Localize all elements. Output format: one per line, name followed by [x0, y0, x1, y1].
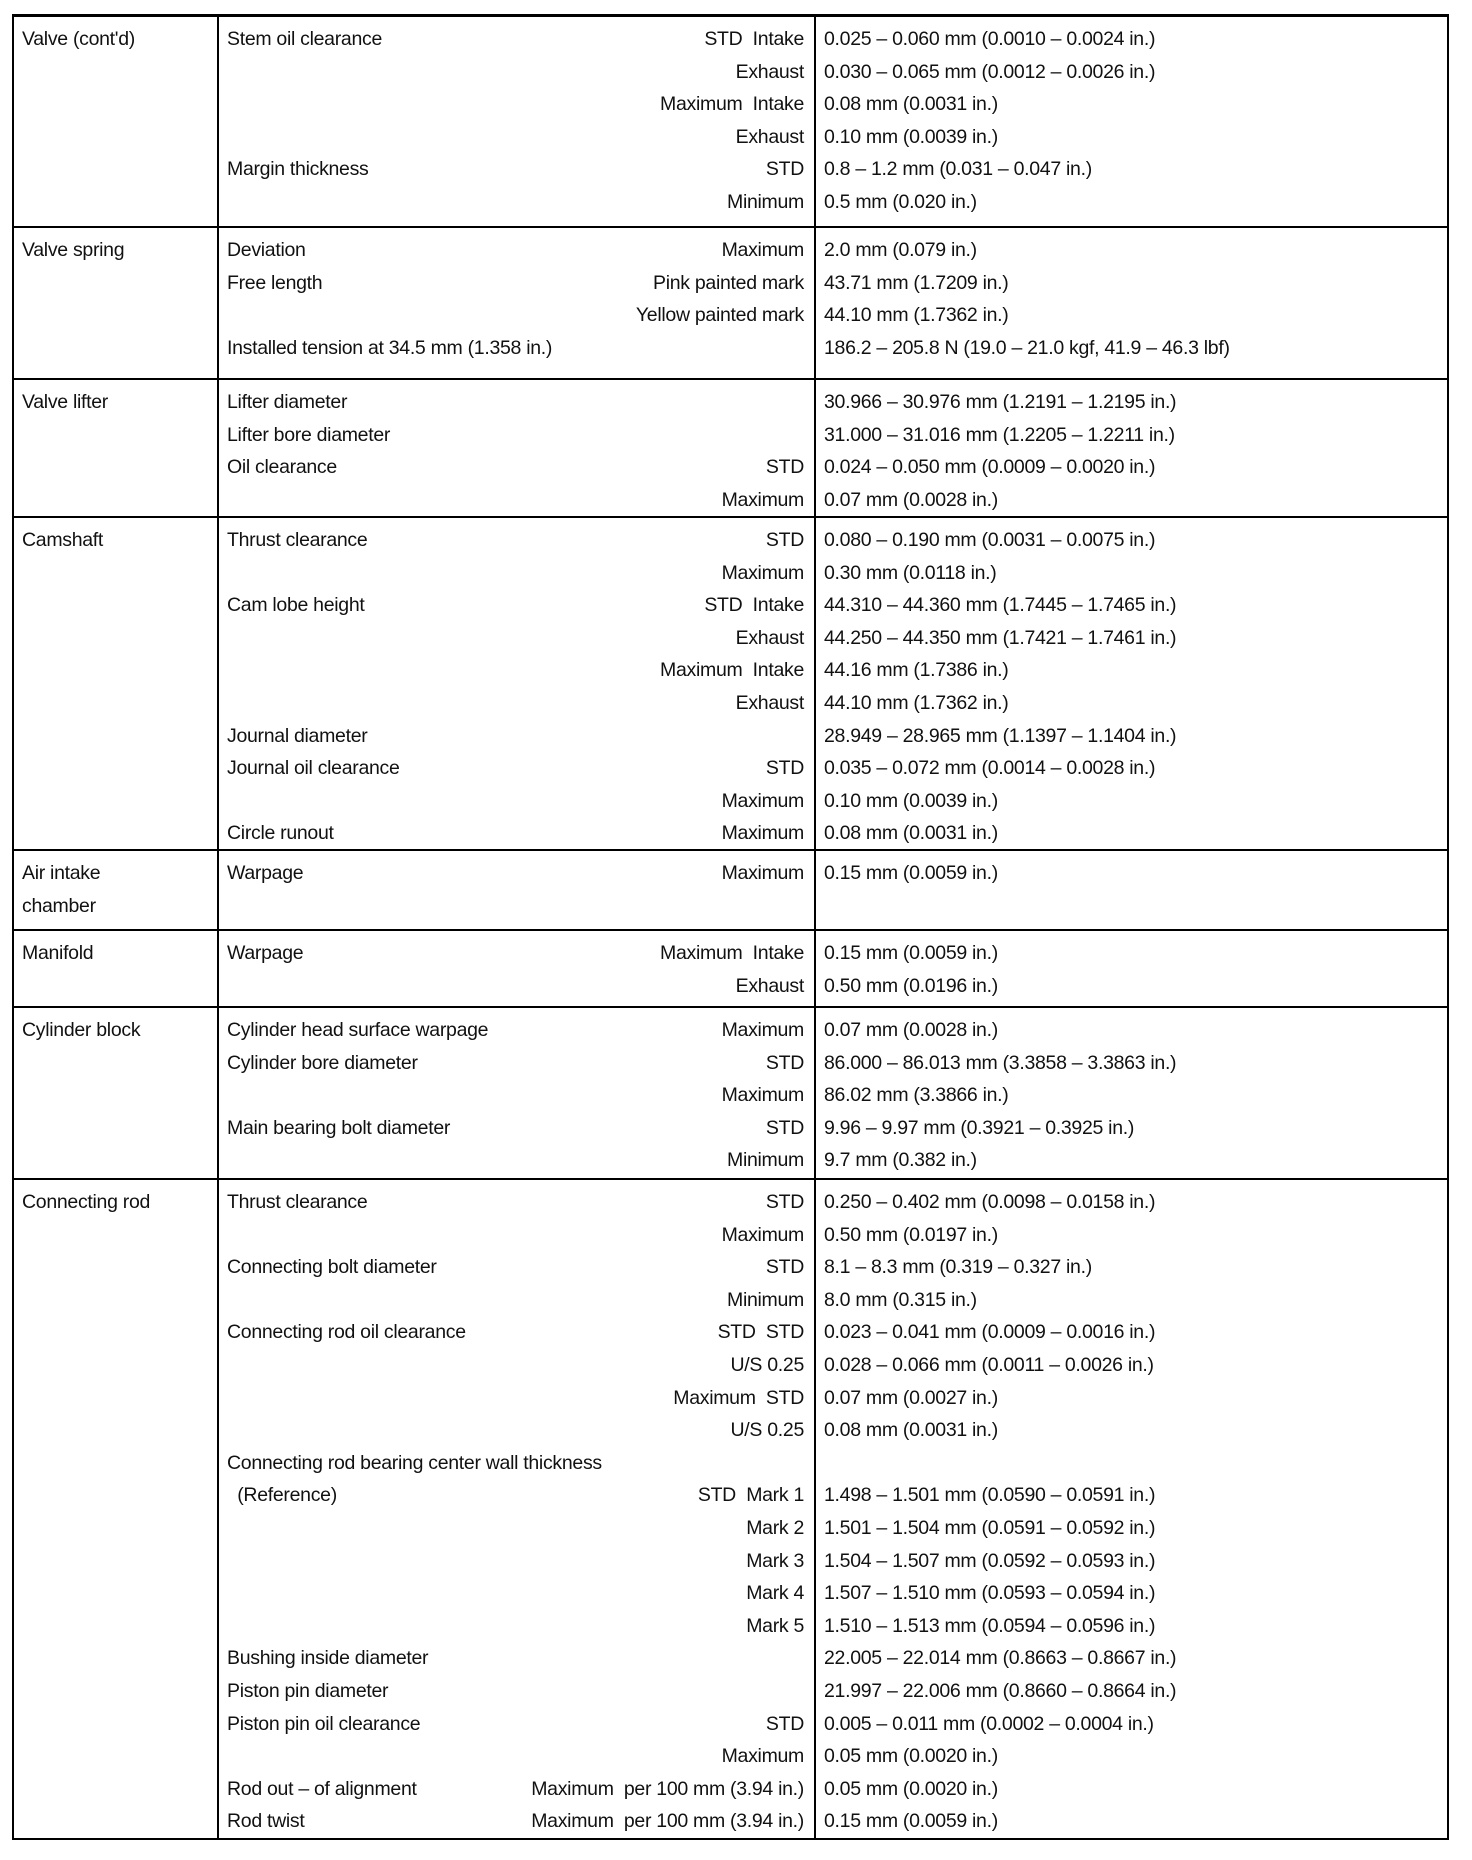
spec-value: 31.000 – 31.016 mm (1.2205 – 1.2211 in.) — [824, 423, 1175, 446]
spec-value: 0.08 mm (0.0031 in.) — [824, 822, 998, 845]
component-name: Air intake chamber — [14, 851, 219, 929]
spec-value: 0.50 mm (0.0197 in.) — [824, 1223, 998, 1246]
spec-item — [227, 752, 804, 785]
component-name: Connecting rod — [14, 1180, 219, 1838]
spec-value: 1.510 – 1.513 mm (0.0594 – 0.0596 in.) — [824, 1614, 1156, 1637]
spec-value: 1.501 – 1.504 mm (0.0591 – 0.0592 in.) — [824, 1516, 1156, 1539]
item-label: Deviation — [227, 239, 306, 261]
item-condition: Maximum STD — [673, 1386, 804, 1409]
spec-value: 186.2 – 205.8 N (19.0 – 21.0 kgf, 41.9 – 46.3 lbf) — [824, 336, 1230, 359]
spec-value: 0.05 mm (0.0020 in.) — [824, 1777, 998, 1800]
item-label: Stem oil clearance — [227, 28, 383, 50]
spec-item — [227, 1284, 804, 1317]
spec-item — [227, 687, 804, 720]
spec-item — [227, 1316, 804, 1349]
spec-value: 1.498 – 1.501 mm (0.0590 – 0.0591 in.) — [824, 1484, 1156, 1507]
spec-item — [227, 1610, 804, 1643]
item-label: Main bearing bolt diameter — [227, 1116, 451, 1139]
item-condition: Exhaust — [735, 626, 804, 649]
spec-value: 8.1 – 8.3 mm (0.319 – 0.327 in.) — [824, 1256, 1092, 1279]
item-condition: STD STD — [717, 1321, 804, 1344]
spec-value: 21.997 – 22.006 mm (0.8660 – 0.8664 in.) — [824, 1679, 1177, 1702]
item-condition: Maximum per 100 mm (3.94 in.) — [531, 1810, 804, 1833]
item-condition: U/S 0.25 — [730, 1353, 804, 1376]
spec-item — [227, 720, 804, 753]
spec-value: 43.71 mm (1.7209 in.) — [824, 271, 1009, 294]
spec-item — [227, 332, 804, 365]
item-condition: STD — [765, 757, 804, 780]
spec-item — [227, 622, 804, 655]
item-condition: Maximum Intake — [660, 942, 804, 964]
item-label: Oil clearance — [227, 456, 337, 479]
item-condition: Exhaust — [735, 125, 804, 148]
item-condition: U/S 0.25 — [730, 1419, 804, 1442]
item-label: Journal oil clearance — [227, 757, 400, 780]
item-condition: Maximum Intake — [660, 93, 804, 116]
spec-item — [227, 88, 804, 121]
spec-value: 0.15 mm (0.0059 in.) — [824, 1810, 998, 1833]
spec-value: 9.7 mm (0.382 in.) — [824, 1149, 977, 1172]
item-label: Connecting rod oil clearance — [227, 1321, 466, 1344]
spec-value: 0.30 mm (0.0118 in.) — [824, 561, 997, 584]
spec-item — [227, 937, 804, 970]
item-label: Lifter bore diameter — [227, 423, 391, 446]
spec-item — [227, 56, 804, 89]
spec-item — [227, 1805, 804, 1838]
spec-item — [227, 1382, 804, 1415]
item-condition: STD — [765, 456, 804, 479]
spec-item — [227, 23, 804, 56]
item-condition: Maximum — [721, 488, 804, 511]
spec-value: 0.07 mm (0.0027 in.) — [824, 1386, 998, 1409]
spec-item — [227, 186, 804, 219]
spec-item — [227, 1047, 804, 1080]
item-condition: STD — [765, 1116, 804, 1139]
item-condition: Maximum — [721, 239, 804, 261]
spec-item — [227, 1740, 804, 1773]
spec-item — [227, 1112, 804, 1145]
item-label: Journal diameter — [227, 724, 368, 747]
component-name: Manifold — [14, 931, 219, 1006]
item-condition: Maximum — [721, 1745, 804, 1768]
spec-item — [227, 1708, 804, 1741]
specifications-table — [12, 14, 1449, 1840]
spec-item — [227, 386, 804, 419]
spec-section — [14, 226, 1447, 378]
item-condition: Exhaust — [735, 974, 804, 997]
item-label: Free length — [227, 271, 323, 294]
component-name: Valve (cont'd) — [14, 17, 219, 226]
spec-value: 0.08 mm (0.0031 in.) — [824, 1419, 998, 1442]
spec-item — [227, 1349, 804, 1382]
spec-item — [227, 785, 804, 818]
spec-item — [227, 654, 804, 687]
spec-item — [227, 1512, 804, 1545]
item-condition: STD — [765, 529, 804, 551]
item-label: Rod twist — [227, 1810, 305, 1833]
item-condition: Maximum Intake — [660, 659, 804, 682]
spec-value: 0.250 – 0.402 mm (0.0098 – 0.0158 in.) — [824, 1191, 1156, 1213]
spec-value: 0.15 mm (0.0059 in.) — [824, 862, 998, 884]
item-label: Connecting rod bearing center wall thickness — [227, 1451, 602, 1474]
spec-item — [227, 451, 804, 484]
spec-item — [227, 589, 804, 622]
spec-item — [227, 1079, 804, 1112]
item-label: Cylinder head surface warpage — [227, 1019, 489, 1041]
item-condition: STD Intake — [704, 28, 804, 50]
item-label: Cam lobe height — [227, 594, 365, 617]
spec-value: 0.10 mm (0.0039 in.) — [824, 125, 998, 148]
item-label: Lifter diameter — [227, 391, 348, 413]
spec-item — [227, 1577, 804, 1610]
spec-value: 0.8 – 1.2 mm (0.031 – 0.047 in.) — [824, 158, 1092, 181]
spec-item — [227, 1479, 804, 1512]
spec-item — [227, 1545, 804, 1578]
item-condition: STD — [765, 1712, 804, 1735]
spec-value: 1.504 – 1.507 mm (0.0592 – 0.0593 in.) — [824, 1549, 1156, 1572]
item-condition: Mark 4 — [746, 1582, 804, 1605]
spec-section — [14, 378, 1447, 516]
spec-item — [227, 857, 804, 890]
spec-item — [227, 1675, 804, 1708]
spec-value — [824, 1447, 1447, 1480]
item-condition: Maximum — [721, 561, 804, 584]
spec-item — [227, 817, 804, 850]
spec-value: 0.005 – 0.011 mm (0.0002 – 0.0004 in.) — [824, 1712, 1154, 1735]
item-label: Connecting bolt diameter — [227, 1256, 437, 1279]
item-condition: Minimum — [727, 1149, 804, 1172]
spec-item — [227, 1414, 804, 1447]
spec-value: 44.250 – 44.350 mm (1.7421 – 1.7461 in.) — [824, 626, 1177, 649]
spec-value: 1.507 – 1.510 mm (0.0593 – 0.0594 in.) — [824, 1582, 1156, 1605]
spec-value: 86.000 – 86.013 mm (3.3858 – 3.3863 in.) — [824, 1051, 1177, 1074]
component-name: Camshaft — [14, 518, 219, 849]
item-label: Installed tension at 34.5 mm (1.358 in.) — [227, 336, 553, 359]
spec-item — [227, 1251, 804, 1284]
spec-item — [227, 153, 804, 186]
spec-value: 44.10 mm (1.7362 in.) — [824, 691, 1009, 714]
spec-item — [227, 1186, 804, 1219]
item-condition: Exhaust — [735, 60, 804, 83]
spec-value: 0.50 mm (0.0196 in.) — [824, 974, 998, 997]
spec-item — [227, 1773, 804, 1806]
item-condition: STD — [765, 158, 804, 181]
item-label: Bushing inside diameter — [227, 1647, 429, 1670]
item-label: Piston pin oil clearance — [227, 1712, 421, 1735]
spec-item — [227, 267, 804, 300]
spec-item — [227, 557, 804, 590]
spec-value: 0.08 mm (0.0031 in.) — [824, 93, 998, 116]
spec-value: 0.028 – 0.066 mm (0.0011 – 0.0026 in.) — [824, 1353, 1154, 1376]
item-condition: Maximum — [721, 862, 804, 884]
spec-item — [227, 1219, 804, 1252]
spec-section — [14, 17, 1447, 226]
item-label: Rod out – of alignment — [227, 1777, 417, 1800]
spec-value: 28.949 – 28.965 mm (1.1397 – 1.1404 in.) — [824, 724, 1177, 747]
item-condition: Exhaust — [735, 691, 804, 714]
spec-value: 0.07 mm (0.0028 in.) — [824, 1019, 998, 1041]
item-condition: Mark 5 — [746, 1614, 804, 1637]
item-label: Warpage — [227, 942, 304, 964]
spec-value: 44.10 mm (1.7362 in.) — [824, 304, 1009, 327]
item-label: Circle runout — [227, 822, 334, 845]
item-label: Thrust clearance — [227, 529, 368, 551]
spec-item — [227, 1447, 804, 1480]
spec-value: 0.080 – 0.190 mm (0.0031 – 0.0075 in.) — [824, 529, 1156, 551]
item-condition: Mark 3 — [746, 1549, 804, 1572]
item-label: Piston pin diameter — [227, 1679, 389, 1702]
item-condition: Maximum — [721, 1223, 804, 1246]
item-condition: Yellow painted mark — [635, 304, 804, 327]
spec-section — [14, 1006, 1447, 1178]
item-condition: Maximum — [721, 822, 804, 845]
spec-value: 0.023 – 0.041 mm (0.0009 – 0.0016 in.) — [824, 1321, 1156, 1344]
spec-value: 0.07 mm (0.0028 in.) — [824, 488, 998, 511]
item-condition: STD Intake — [704, 594, 804, 617]
spec-value: 0.10 mm (0.0039 in.) — [824, 789, 998, 812]
spec-item — [227, 524, 804, 557]
item-condition: Pink painted mark — [653, 271, 804, 294]
spec-value: 0.024 – 0.050 mm (0.0009 – 0.0020 in.) — [824, 456, 1156, 479]
spec-item — [227, 484, 804, 517]
spec-value: 0.5 mm (0.020 in.) — [824, 190, 977, 213]
spec-item — [227, 121, 804, 154]
component-name: Valve lifter — [14, 380, 219, 516]
item-condition: Maximum — [721, 789, 804, 812]
spec-section — [14, 849, 1447, 929]
item-label: (Reference) — [227, 1484, 337, 1507]
item-condition: STD — [765, 1191, 804, 1213]
spec-item — [227, 1144, 804, 1177]
item-label: Margin thickness — [227, 158, 369, 181]
spec-value: 2.0 mm (0.079 in.) — [824, 239, 977, 261]
component-name: Valve spring — [14, 228, 219, 378]
item-label: Cylinder bore diameter — [227, 1051, 418, 1074]
item-condition: STD — [765, 1256, 804, 1279]
spec-value: 0.05 mm (0.0020 in.) — [824, 1745, 998, 1768]
item-condition: Minimum — [727, 1288, 804, 1311]
spec-item — [227, 1014, 804, 1047]
item-label: Warpage — [227, 862, 304, 884]
component-name: Cylinder block — [14, 1008, 219, 1178]
spec-item — [227, 299, 804, 332]
spec-section — [14, 929, 1447, 1006]
item-condition: Mark 2 — [746, 1516, 804, 1539]
item-label: Thrust clearance — [227, 1191, 368, 1213]
spec-section — [14, 516, 1447, 849]
spec-value: 0.15 mm (0.0059 in.) — [824, 942, 998, 964]
item-condition: STD — [765, 1051, 804, 1074]
spec-value: 0.025 – 0.060 mm (0.0010 – 0.0024 in.) — [824, 28, 1156, 50]
spec-value: 0.030 – 0.065 mm (0.0012 – 0.0026 in.) — [824, 60, 1156, 83]
spec-value: 9.96 – 9.97 mm (0.3921 – 0.3925 in.) — [824, 1116, 1135, 1139]
spec-section — [14, 1178, 1447, 1838]
item-condition: Maximum per 100 mm (3.94 in.) — [531, 1777, 804, 1800]
spec-item — [227, 970, 804, 1003]
spec-value: 8.0 mm (0.315 in.) — [824, 1288, 977, 1311]
spec-value: 86.02 mm (3.3866 in.) — [824, 1084, 1009, 1107]
spec-value: 22.005 – 22.014 mm (0.8663 – 0.8667 in.) — [824, 1647, 1177, 1670]
spec-item — [227, 1642, 804, 1675]
spec-item — [227, 234, 804, 267]
item-condition: STD Mark 1 — [697, 1484, 804, 1507]
item-condition: Maximum — [721, 1084, 804, 1107]
spec-value: 30.966 – 30.976 mm (1.2191 – 1.2195 in.) — [824, 391, 1177, 413]
spec-value: 44.310 – 44.360 mm (1.7445 – 1.7465 in.) — [824, 594, 1177, 617]
item-condition: Maximum — [721, 1019, 804, 1041]
item-condition: Minimum — [727, 190, 804, 213]
spec-value: 44.16 mm (1.7386 in.) — [824, 659, 1009, 682]
spec-value: 0.035 – 0.072 mm (0.0014 – 0.0028 in.) — [824, 757, 1156, 780]
spec-item — [227, 419, 804, 452]
